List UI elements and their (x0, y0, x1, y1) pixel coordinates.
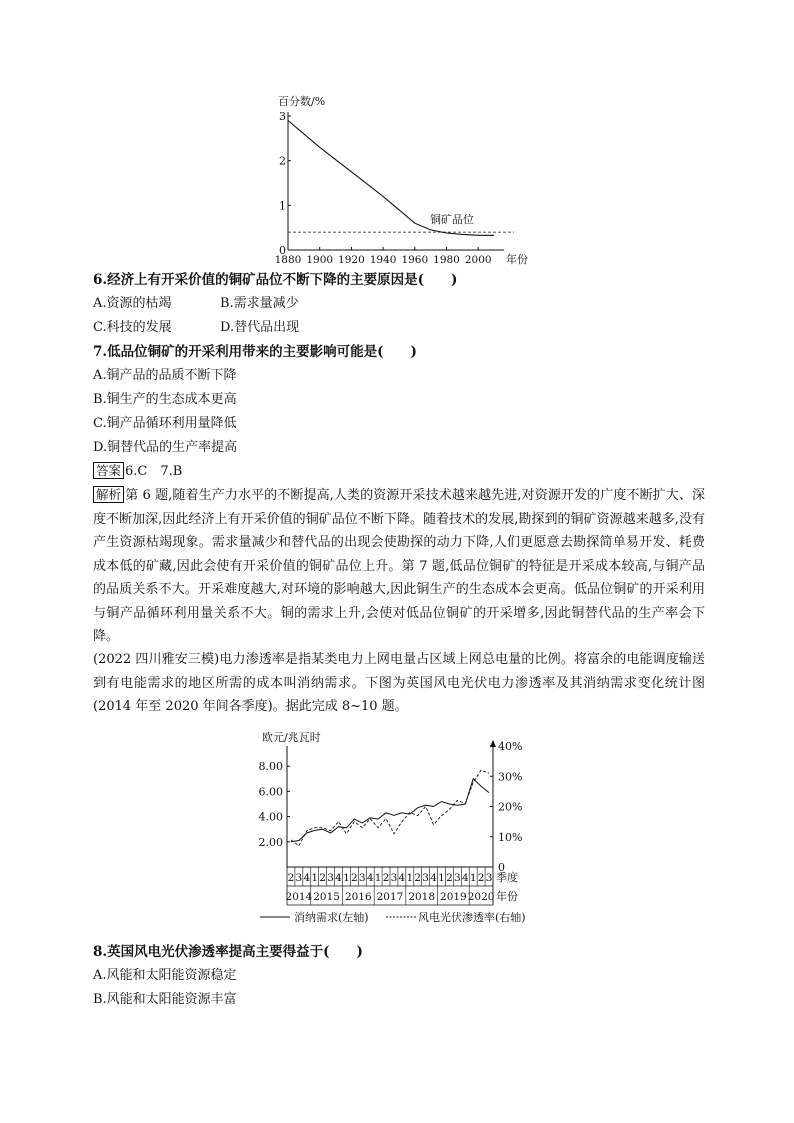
chart1-xtick-label: 1980 (433, 254, 460, 266)
q8-option-b[interactable]: B.风能和太阳能资源丰富 (93, 992, 237, 1007)
chart2-quarter-label: 2 (382, 872, 390, 884)
chart2-quarter-label: 1 (469, 872, 477, 884)
q6-option-a[interactable]: A.资源的枯竭 (93, 296, 172, 311)
chart2-quarter-label: 2 (414, 872, 422, 884)
chart2-left-tick-label: 8.00 (258, 760, 283, 774)
chart2-left-ylabel: 欧元/兆瓦时 (262, 731, 321, 744)
uk-penetration-chart (250, 728, 550, 928)
chart1-ylabel: 百分数/% (278, 95, 326, 108)
chart2-right-tick-label: 40% (498, 740, 523, 753)
chart1-ytick-label: 3 (279, 110, 286, 123)
answer-text: 6.C 7.B (125, 464, 183, 479)
chart1-xtick-label: 1920 (338, 254, 365, 266)
chart2-year-axis-label: 年份 (496, 890, 518, 903)
chart1-ytick-label: 0 (279, 244, 286, 257)
chart2-absorption-demand-line (291, 779, 489, 842)
chart1-series-label: 铜矿品位 (430, 213, 474, 226)
chart2-quarter-label: 3 (485, 872, 493, 884)
chart2-quarter-label: 3 (358, 872, 366, 884)
chart2-quarter-label: 2 (319, 872, 326, 884)
chart2-left-tick-label: 2.00 (258, 835, 283, 849)
chart2-quarter-label: 1 (343, 872, 350, 884)
copper-grade-chart (270, 92, 540, 270)
chart2-quarter-label: 2 (446, 872, 453, 884)
chart2-year-label: 2018 (408, 891, 436, 903)
chart2-right-tick-label: 30% (498, 770, 523, 784)
chart2-year-label: 2017 (376, 891, 404, 903)
chart1-ytick-label: 2 (279, 154, 286, 168)
chart1-ytick-label: 1 (279, 199, 286, 213)
chart2-quarter-label: 3 (295, 872, 303, 884)
q8-stem: 8.英国风电光伏渗透率提高主要得益于( ) (93, 944, 363, 960)
chart2-year-label: 2014 (285, 891, 313, 903)
chart2-quarter-label: 2 (287, 872, 295, 884)
chart2-year-label: 2020 (467, 891, 495, 903)
chart2-year-label: 2016 (344, 891, 372, 903)
q7-option-c[interactable]: C.铜产品循环利用量降低 (93, 416, 237, 431)
chart2-quarter-label: 2 (351, 872, 358, 884)
analysis-text: 第 6 题,随着生产力水平的不断提高,人类的资源开采技术越来越先进,对资源开发的广度不断扩大、深度不断加深,因此经济上有开采价值的铜矿品位不断下降。随着技术的发展,勘探到的铜矿资源越来越多,没有产生资源枯竭现象。需求量减少和替代品的出现会使勘探的动力下降,人们更愿意去勘探简单易开发、耗费成本低的矿藏,因此会使有开采价值的铜矿品位上升。第 7 题,低品位铜矿的特征是开采成本较高,与铜产品的品质关系不大。开采难度越大,对环境的影响越大,因此铜生产的生态成本会更高。低品位铜矿的开采利用与铜产品循环利用量关系不大。铜的需求上升,会使对低品位铜矿的开采增多,因此铜替代品的生产率会下降。 (93, 488, 705, 644)
q6-option-b[interactable]: B.需求量减少 (220, 296, 299, 311)
intro-paragraph: (2022 四川雅安三模)电力渗透率是指某类电力上网电量占区域上网总电量的比例。将富余的电能调度输送到有电能需求的地区所需的成本叫消纳需求。下图为英国风电光伏电力渗透率及其消纳需求变化统计图(2014 年至 2020 年间各季度)。据此完成 8~10 题。 (93, 652, 705, 714)
chart2-quarter-label: 4 (398, 872, 406, 884)
q6-stem: 6.经济上有开采价值的铜矿品位不断下降的主要原因是( ) (93, 272, 458, 288)
chart1-xtick-label: 1960 (401, 254, 429, 266)
chart2-quarter-label: 4 (366, 872, 374, 884)
chart1-xtick-label: 1900 (306, 254, 334, 266)
q8-option-a[interactable]: A.风能和太阳能资源稳定 (93, 968, 237, 983)
chart2-left-tick-label: 6.00 (258, 785, 283, 799)
chart2-quarter-label: 3 (390, 872, 398, 884)
answer-tag: 答案 (93, 462, 124, 479)
chart2-quarter-label: 1 (311, 872, 319, 884)
chart1-xlabel: 年份 (506, 253, 528, 266)
chart2-quarter-axis-label: 季度 (496, 871, 518, 884)
q7-option-b[interactable]: B.铜生产的生态成本更高 (93, 392, 237, 407)
chart1-xtick-label: 1880 (274, 254, 302, 266)
chart2-legend-solid-label: 消纳需求(左轴) (294, 911, 369, 924)
chart2-left-tick-label: 4.00 (258, 810, 283, 824)
chart2-quarter-label: 4 (430, 872, 437, 884)
q7-option-d[interactable]: D.铜替代品的生产率提高 (93, 440, 238, 455)
answer-line (93, 460, 182, 479)
q6-option-c[interactable]: C.科技的发展 (93, 320, 172, 335)
chart2-right-tick-label: 10% (498, 830, 523, 844)
analysis-tag: 解析 (93, 486, 124, 503)
chart2-quarter-label: 4 (461, 872, 469, 884)
chart2-quarter-label: 4 (303, 872, 311, 884)
chart2-quarter-label: 1 (406, 872, 414, 884)
chart2-quarter-label: 1 (438, 872, 445, 884)
q6-option-d[interactable]: D.替代品出现 (220, 320, 300, 335)
analysis-paragraph (93, 483, 705, 649)
chart2-quarter-label: 3 (454, 872, 461, 884)
q7-option-a[interactable]: A.铜产品的品质不断下降 (93, 368, 237, 383)
chart2-quarter-label: 4 (335, 872, 342, 884)
chart2-penetration-rate-line (291, 770, 489, 846)
chart2-right-tick-label: 0 (498, 861, 505, 874)
chart2-quarter-label: 2 (477, 872, 485, 884)
chart2-year-label: 2019 (440, 891, 467, 903)
chart2-year-label: 2015 (313, 891, 340, 903)
chart2-right-axis-arrow (490, 740, 496, 747)
chart2-quarter-label: 3 (422, 872, 429, 884)
chart1-xtick-label: 1940 (369, 254, 397, 266)
chart2-right-tick-label: 20% (498, 800, 523, 814)
chart2-quarter-label: 1 (374, 872, 382, 884)
chart1-xtick-label: 2000 (464, 254, 492, 266)
chart2-legend-dashed-label: 风电光伏渗透率(右轴) (418, 911, 526, 924)
q7-stem: 7.低品位铜矿的开采利用带来的主要影响可能是( ) (93, 344, 417, 360)
chart2-quarter-label: 3 (327, 872, 334, 884)
